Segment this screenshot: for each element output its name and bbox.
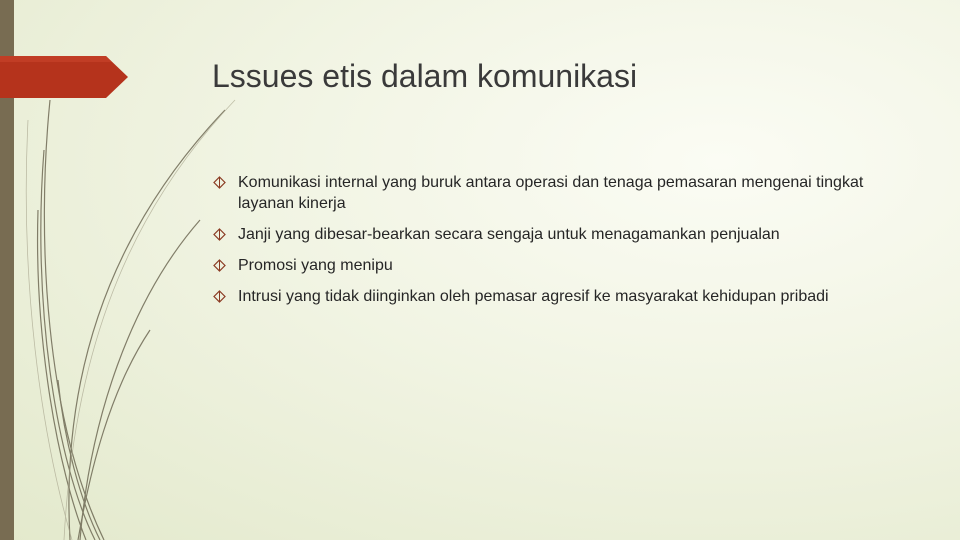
diamond-outline-icon — [213, 176, 226, 189]
slide-title: Lssues etis dalam komunikasi — [212, 58, 638, 94]
bullet-item — [213, 255, 893, 276]
bullet-text: Komunikasi internal yang buruk antara operasi dan tenaga pemasaran mengenai tingkat layanan kinerja — [238, 174, 864, 212]
bullet-item — [213, 286, 893, 307]
diamond-outline-icon — [213, 290, 226, 303]
bullet-text: Intrusi yang tidak diinginkan oleh pemasar agresif ke masyarakat kehidupan pribadi — [238, 288, 829, 305]
diamond-outline-icon — [213, 228, 226, 241]
bullet-list — [213, 172, 893, 317]
bullet-text: Janji yang dibesar-bearkan secara sengaja untuk menagamankan penjualan — [238, 226, 780, 243]
bullet-item — [213, 172, 893, 214]
diamond-outline-icon — [213, 259, 226, 272]
title-accent-tab — [0, 56, 128, 98]
bullet-item — [213, 224, 893, 245]
bullet-text: Promosi yang menipu — [238, 257, 393, 274]
